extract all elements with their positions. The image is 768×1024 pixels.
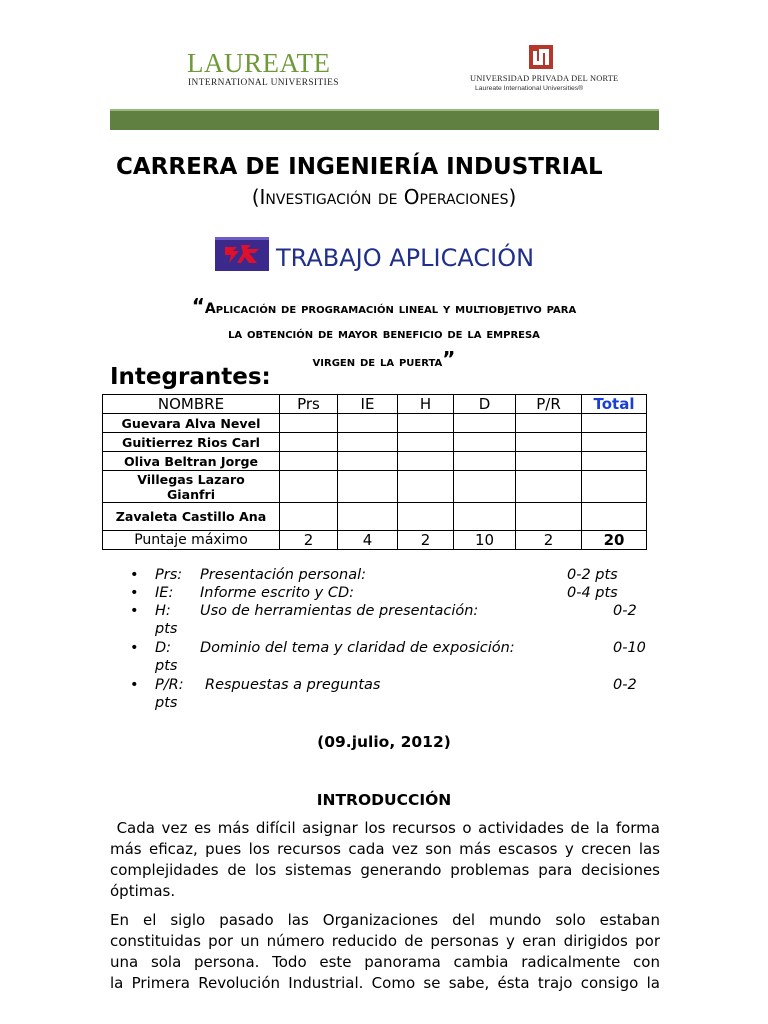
paragraph-line: una sola persona. Todo este panorama cambia radicalmente con bbox=[110, 953, 660, 971]
table-row bbox=[103, 452, 647, 471]
grade-cell bbox=[454, 471, 516, 503]
criterion-code: IE: bbox=[155, 585, 174, 601]
member-name: Guevara Alva Nevel bbox=[103, 414, 280, 433]
members-heading: Integrantes: bbox=[110, 364, 271, 390]
project-title-quote bbox=[0, 294, 768, 375]
max-score-prs: 2 bbox=[280, 531, 338, 550]
bullet-icon: • bbox=[130, 640, 139, 656]
upn-logo-icon bbox=[529, 45, 553, 69]
grade-cell bbox=[280, 503, 338, 531]
max-score-total: 20 bbox=[582, 531, 647, 550]
grade-cell bbox=[582, 414, 647, 433]
grade-cell bbox=[516, 503, 582, 531]
grade-cell bbox=[398, 503, 454, 531]
bullet-icon: • bbox=[130, 585, 139, 601]
max-score-d: 10 bbox=[454, 531, 516, 550]
criterion-range: 0-2 bbox=[613, 603, 637, 619]
intro-paragraph-1 bbox=[110, 818, 660, 902]
intro-paragraph-2 bbox=[110, 910, 660, 994]
list-item bbox=[130, 602, 670, 639]
laureate-logo-subtitle: INTERNATIONAL UNIVERSITIES bbox=[188, 78, 339, 88]
criterion-code: D: bbox=[155, 640, 172, 656]
course-subtitle: (Investigación de Operaciones) bbox=[251, 185, 517, 209]
col-header-total: Total bbox=[582, 395, 647, 414]
grade-cell bbox=[398, 414, 454, 433]
grade-cell bbox=[582, 503, 647, 531]
criterion-desc: Respuestas a preguntas bbox=[205, 677, 381, 693]
table-row bbox=[103, 471, 647, 503]
grade-cell bbox=[516, 414, 582, 433]
grade-cell bbox=[454, 503, 516, 531]
grade-cell bbox=[398, 433, 454, 452]
grade-cell bbox=[516, 452, 582, 471]
grade-cell bbox=[398, 452, 454, 471]
criterion-desc: Dominio del tema y claridad de exposición: bbox=[200, 640, 515, 656]
max-score-label: Puntaje máximo bbox=[103, 531, 280, 550]
max-score-h: 2 bbox=[398, 531, 454, 550]
criterion-range-unit: pts bbox=[155, 658, 178, 674]
quote-open-mark: “ bbox=[191, 294, 205, 318]
quote-close-mark: ” bbox=[442, 347, 456, 371]
table-header-row bbox=[103, 395, 647, 414]
section-heading-intro: INTRODUCCIÓN bbox=[316, 791, 452, 809]
quote-line-2: la obtención de mayor beneficio de la empresa bbox=[228, 326, 540, 342]
grade-cell bbox=[582, 433, 647, 452]
laureate-logo-text: LAUREATE bbox=[187, 48, 331, 78]
member-name: Oliva Beltran Jorge bbox=[103, 452, 280, 471]
member-name: Guitierrez Rios Carl bbox=[103, 433, 280, 452]
header-band bbox=[110, 111, 659, 130]
table-row bbox=[103, 414, 647, 433]
grade-cell bbox=[280, 471, 338, 503]
col-header-name: NOMBRE bbox=[103, 395, 280, 414]
max-score-pr: 2 bbox=[516, 531, 582, 550]
grade-cell bbox=[454, 452, 516, 471]
laureate-logo bbox=[187, 50, 330, 77]
upn-name: UNIVERSIDAD PRIVADA DEL NORTE bbox=[470, 74, 619, 83]
grade-cell bbox=[398, 471, 454, 503]
paragraph-line: más eficaz, pues los recursos cada vez son más escasos y crecen las bbox=[110, 840, 660, 858]
grade-cell bbox=[516, 433, 582, 452]
grade-cell bbox=[280, 414, 338, 433]
criterion-code: Prs: bbox=[155, 567, 183, 583]
paragraph-line: En el siglo pasado las Organizaciones del mundo solo estaban bbox=[110, 911, 660, 929]
paragraph-line: constituidas por un número reducido de personas y eran dirigidos por bbox=[110, 932, 660, 950]
col-header-h: H bbox=[398, 395, 454, 414]
criterion-range-unit: pts bbox=[155, 621, 178, 637]
quote-line-1: Aplicación de programación lineal y multiobjetivo para bbox=[204, 301, 577, 317]
bullet-icon: • bbox=[130, 567, 139, 583]
criterion-desc: Uso de herramientas de presentación: bbox=[200, 603, 479, 619]
criterion-range-unit: pts bbox=[155, 695, 178, 711]
grade-cell bbox=[280, 452, 338, 471]
criterion-code: P/R: bbox=[155, 677, 184, 693]
upn-subtitle: Laureate International Universities® bbox=[475, 85, 584, 92]
max-score-row bbox=[103, 531, 647, 550]
list-item bbox=[130, 676, 670, 713]
grade-cell bbox=[280, 433, 338, 452]
bullet-icon: • bbox=[130, 603, 139, 619]
grade-cell bbox=[582, 471, 647, 503]
table-row bbox=[103, 503, 647, 531]
grades-table bbox=[102, 394, 647, 550]
page-title: CARRERA DE INGENIERÍA INDUSTRIAL bbox=[116, 154, 603, 180]
paragraph-line: complejidades de los sistemas generando problemas para decisiones bbox=[110, 861, 660, 879]
list-item bbox=[130, 566, 670, 584]
col-header-d: D bbox=[454, 395, 516, 414]
bullet-icon: • bbox=[130, 677, 139, 693]
col-header-pr: P/R bbox=[516, 395, 582, 414]
criteria-legend bbox=[130, 566, 670, 713]
paragraph-line: la Primera Revolución Industrial. Como se sabe, ésta trajo consigo la bbox=[110, 974, 660, 992]
quote-line-3: virgen de la puerta bbox=[312, 354, 443, 370]
grade-cell bbox=[582, 452, 647, 471]
col-header-prs: Prs bbox=[280, 395, 338, 414]
grade-cell bbox=[454, 433, 516, 452]
list-item bbox=[130, 639, 670, 676]
criterion-desc: Informe escrito y CD: bbox=[200, 585, 355, 601]
grade-cell bbox=[338, 452, 398, 471]
grade-cell bbox=[338, 471, 398, 503]
paragraph-line: Cada vez es más difícil asignar los recursos o actividades de la forma bbox=[110, 819, 660, 837]
grade-cell bbox=[516, 471, 582, 503]
grade-cell bbox=[338, 433, 398, 452]
grade-cell bbox=[338, 503, 398, 531]
criterion-range: 0-10 bbox=[613, 640, 646, 656]
document-date: (09.julio, 2012) bbox=[317, 733, 451, 751]
col-header-ie: IE bbox=[338, 395, 398, 414]
grade-cell bbox=[338, 414, 398, 433]
list-item bbox=[130, 584, 670, 602]
criterion-desc: Presentación personal: bbox=[200, 567, 367, 583]
criterion-code: H: bbox=[155, 603, 171, 619]
member-name: Villegas Lazaro Gianfri bbox=[103, 471, 280, 503]
paragraph-line: óptimas. bbox=[110, 882, 176, 900]
max-score-ie: 4 bbox=[338, 531, 398, 550]
member-name: Zavaleta Castillo Ana bbox=[103, 503, 280, 531]
grade-cell bbox=[454, 414, 516, 433]
table-row bbox=[103, 433, 647, 452]
work-title: TRABAJO APLICACIÓN bbox=[276, 244, 535, 272]
work-badge-icon bbox=[215, 237, 269, 271]
criterion-range: 0-4 pts bbox=[567, 585, 618, 601]
criterion-range: 0-2 bbox=[613, 677, 637, 693]
criterion-range: 0-2 pts bbox=[567, 567, 618, 583]
